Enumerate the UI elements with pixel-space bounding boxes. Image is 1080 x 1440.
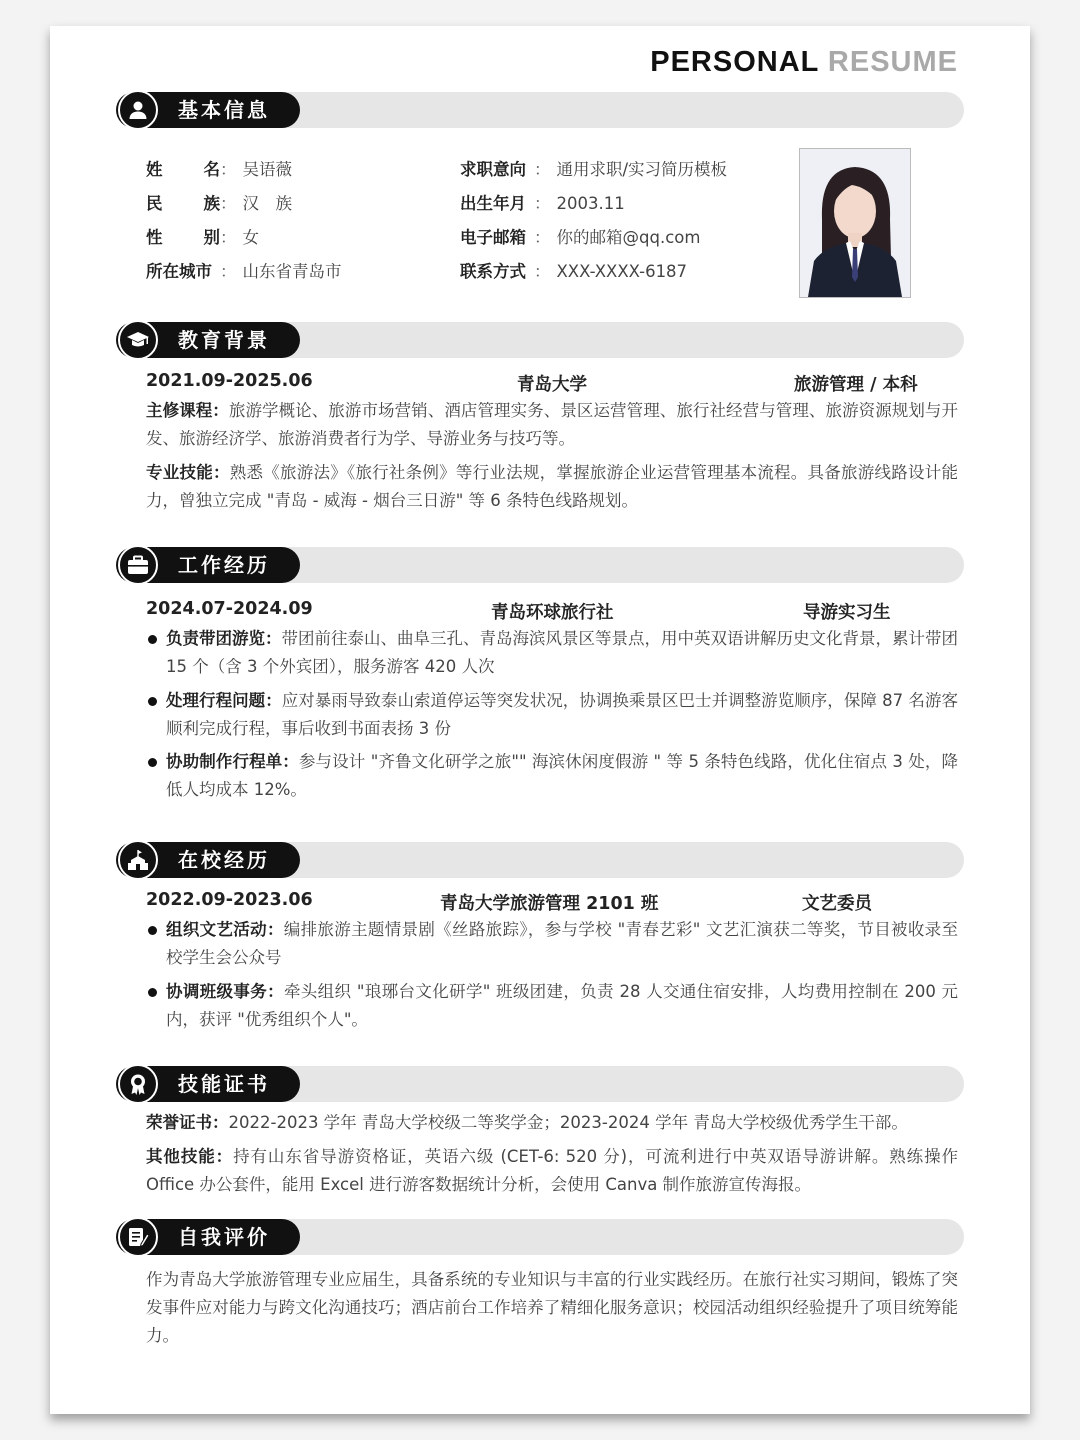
other-skills-text: 持有山东省导游资格证，英语六级 (CET-6: 520 分)，可流利进行中英双语导游讲解。熟练操作 Office 办公套件，能用 Excel 进行游客数据统计分析，会使用 Canva 制作旅游宣传海报。 [146, 1147, 959, 1194]
field-value: 山东省青岛市 [242, 262, 342, 281]
field-value: 你的邮箱@qq.com [556, 228, 701, 247]
graduation-cap-icon [118, 320, 158, 360]
section-header-education [116, 320, 964, 360]
field-ethnicity: 民族： 汉 族 [146, 194, 292, 213]
work-item [146, 625, 958, 681]
title-word-resume: RESUME [827, 46, 958, 78]
field-value: XXX-XXXX-6187 [556, 262, 688, 281]
section-bar [236, 547, 964, 583]
field-label: 求职意向 [460, 160, 526, 179]
skills-honors [146, 1109, 958, 1137]
section-title: 技能证书 [178, 1072, 270, 1096]
work-item-text: 参与设计 "齐鲁文化研学之旅"" 海滨休闲度假游 " 等 5 条特色线路，优化住宿点 3 处，降低人均成本 12%。 [166, 752, 959, 799]
work-item-label: 处理行程问题： [166, 691, 282, 710]
field-label: 所在城市 [146, 262, 212, 281]
section-title: 在校经历 [178, 848, 270, 872]
section-bar [236, 92, 964, 128]
education-major: 旅游管理 / 本科 [794, 375, 918, 395]
campus-org: 青岛大学旅游管理 2101 班 [440, 894, 659, 914]
work-role: 导游实习生 [803, 603, 891, 623]
work-item [146, 687, 958, 743]
field-gender: 性别： 女 [146, 228, 259, 247]
work-item-text: 应对暴雨导致泰山索道停运等突发状况，协调换乘景区巴士并调整游览顺序，保障 87 名游客顺利完成行程，事后收到书面表扬 3 份 [166, 691, 958, 738]
field-value: 通用求职/实习简历模板 [556, 160, 728, 179]
work-period: 2024.07-2024.09 [146, 599, 313, 619]
work-item [146, 748, 958, 804]
school-building-icon [118, 840, 158, 880]
field-label: 联系方式 [460, 262, 526, 281]
campus-item-label: 组织文艺活动： [166, 920, 284, 939]
campus-period: 2022.09-2023.06 [146, 890, 313, 910]
education-period: 2021.09-2025.06 [146, 371, 313, 391]
field-phone: 联系方式 ： XXX-XXXX-6187 [460, 262, 688, 281]
skills-text: 熟悉《旅游法》《旅行社条例》等行业法规，掌握旅游企业运营管理基本流程。具备旅游线路设计能力，曾独立完成 "青岛 - 威海 - 烟台三日游" 等 6 条特色线路规划。 [146, 463, 959, 510]
award-medal-icon [118, 1064, 158, 1104]
section-bar [236, 1066, 964, 1102]
work-item-text: 带团前往泰山、曲阜三孔、青岛海滨风景区等景点，用中英双语讲解历史文化背景，累计带团 15 个（含 3 个外宾团），服务游客 420 人次 [166, 629, 958, 676]
courses-text: 旅游学概论、旅游市场营销、酒店管理实务、景区运营管理、旅行社经营与管理、旅游资源规划与开发、旅游经济学、旅游消费者行为学、导游业务与技巧等。 [146, 401, 959, 448]
section-header-basic-info [116, 90, 964, 130]
section-header-campus [116, 840, 964, 880]
honors-label: 荣誉证书： [146, 1113, 229, 1132]
work-company: 青岛环球旅行社 [491, 603, 614, 623]
field-email: 电子邮箱 ： 你的邮箱@qq.com [460, 228, 701, 247]
section-header-skills [116, 1064, 964, 1104]
courses-label: 主修课程： [146, 401, 229, 420]
self-evaluation-text: 作为青岛大学旅游管理专业应届生，具备系统的专业知识与丰富的行业实践经历。在旅行社实习期间，锻炼了突发事件应对能力与跨文化沟通技巧；酒店前台工作培养了精细化服务意识；校园活动组织经验提升了项目统筹能力。 [146, 1270, 958, 1345]
field-job-intention: 求职意向 ： 通用求职/实习简历模板 [460, 160, 728, 179]
field-birth: 出生年月 ： 2003.11 [460, 194, 625, 213]
work-item-label: 负责带团游览： [166, 629, 282, 648]
campus-heading [146, 890, 956, 914]
field-city: 所在城市 ： 山东省青岛市 [146, 262, 342, 281]
education-heading [146, 371, 956, 395]
resume-title [650, 46, 958, 79]
field-name: 姓名： 吴语薇 [146, 160, 292, 179]
section-title: 自我评价 [178, 1225, 270, 1249]
campus-item-text: 编排旅游主题情景剧《丝路旅踪》，参与学校 "青春艺彩" 文艺汇演获二等奖，节目被收录至校学生会公众号 [166, 920, 959, 967]
section-title: 基本信息 [178, 98, 270, 122]
education-courses [146, 397, 958, 453]
field-value: 2003.11 [556, 194, 625, 213]
field-label: 出生年月 [460, 194, 526, 213]
section-title: 教育背景 [178, 328, 270, 352]
campus-item-label: 协调班级事务： [166, 982, 284, 1001]
campus-item [146, 916, 958, 972]
section-header-self-evaluation [116, 1217, 964, 1257]
section-bar [236, 322, 964, 358]
section-bar [236, 1219, 964, 1255]
field-label: 电子邮箱 [460, 228, 526, 247]
field-label: 性别 [146, 228, 220, 247]
skills-label: 专业技能： [146, 463, 230, 482]
campus-role: 文艺委员 [802, 894, 872, 914]
work-heading [146, 599, 956, 623]
title-word-personal: PERSONAL [650, 46, 819, 78]
resume-page [50, 26, 1030, 1414]
campus-item [146, 978, 958, 1034]
profile-photo [799, 148, 911, 298]
section-title: 工作经历 [178, 553, 270, 577]
campus-item-text: 牵头组织 "琅琊台文化研学" 班级团建，负责 28 人交通住宿安排，人均费用控制在 200 元内，获评 "优秀组织个人"。 [166, 982, 958, 1029]
field-value: 女 [242, 228, 259, 247]
field-label: 民族 [146, 194, 220, 213]
education-school: 青岛大学 [517, 375, 587, 395]
document-edit-icon [118, 1217, 158, 1257]
work-item-label: 协助制作行程单： [166, 752, 299, 771]
briefcase-icon [118, 545, 158, 585]
education-skills [146, 459, 958, 515]
field-value: 吴语薇 [242, 160, 292, 179]
section-bar [236, 842, 964, 878]
section-header-work [116, 545, 964, 585]
skills-other [146, 1143, 958, 1199]
user-icon [118, 90, 158, 130]
other-skills-label: 其他技能： [146, 1147, 234, 1166]
field-label: 姓名 [146, 160, 220, 179]
honors-text: 2022-2023 学年 青岛大学校级二等奖学金；2023-2024 学年 青岛大学校级优秀学生干部。 [228, 1113, 908, 1132]
field-value: 汉 族 [242, 194, 292, 213]
